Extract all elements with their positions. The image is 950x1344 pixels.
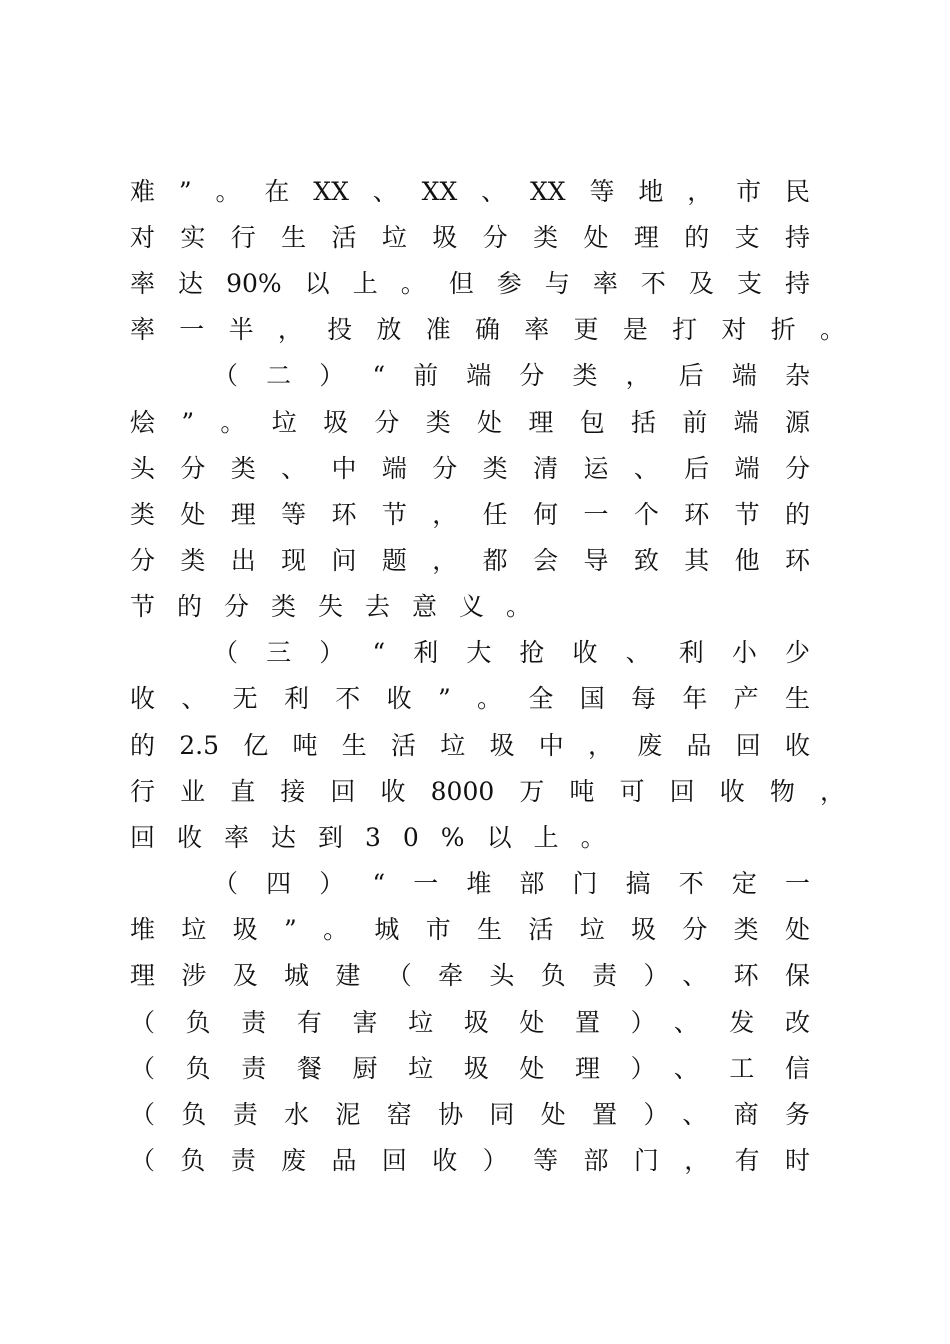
text-line: 回收率达到30%以上。 bbox=[130, 823, 628, 852]
text-line: 的2.5亿吨生活垃圾中，废品回收 bbox=[130, 731, 810, 760]
text-line: （负责有害垃圾处置）、发改 bbox=[130, 1008, 810, 1037]
text-line: 收、无利不收”。全国每年产生 bbox=[130, 684, 810, 713]
text-line: 率达90%以上。但参与率不及支持 bbox=[130, 269, 810, 298]
text-line: （负责废品回收）等部门，有时 bbox=[130, 1146, 810, 1175]
text-line: 率一半，投放准确率更是打对折。 bbox=[130, 315, 845, 344]
text-line: 类处理等环节，任何一个环节的 bbox=[130, 500, 810, 529]
text-line: （负责餐厨垃圾处理）、工信 bbox=[130, 1054, 810, 1083]
text-line: 难”。在XX、XX、XX等地，市民 bbox=[130, 177, 810, 206]
text-line: 节的分类失去意义。 bbox=[130, 592, 554, 621]
section-heading-line: （二）“前端分类，后端杂 bbox=[213, 361, 810, 390]
text-line: 堆垃圾”。城市生活垃圾分类处 bbox=[130, 915, 810, 944]
text-line: 烩”。垃圾分类处理包括前端源 bbox=[130, 408, 810, 437]
text-line: （负责水泥窑协同处置）、商务 bbox=[130, 1100, 810, 1129]
text-line: 行业直接回收8000万吨可回收物， bbox=[130, 777, 845, 806]
text-line: 头分类、中端分类清运、后端分 bbox=[130, 454, 810, 483]
text-line: 对实行生活垃圾分类处理的支持 bbox=[130, 223, 810, 252]
text-line: 分类出现问题，都会导致其他环 bbox=[130, 546, 810, 575]
section-heading-line: （三）“利大抢收、利小少 bbox=[213, 638, 810, 667]
text-line: 理涉及城建（牵头负责）、环保 bbox=[130, 961, 810, 990]
section-heading-line: （四）“一堆部门搞不定一 bbox=[213, 869, 810, 898]
